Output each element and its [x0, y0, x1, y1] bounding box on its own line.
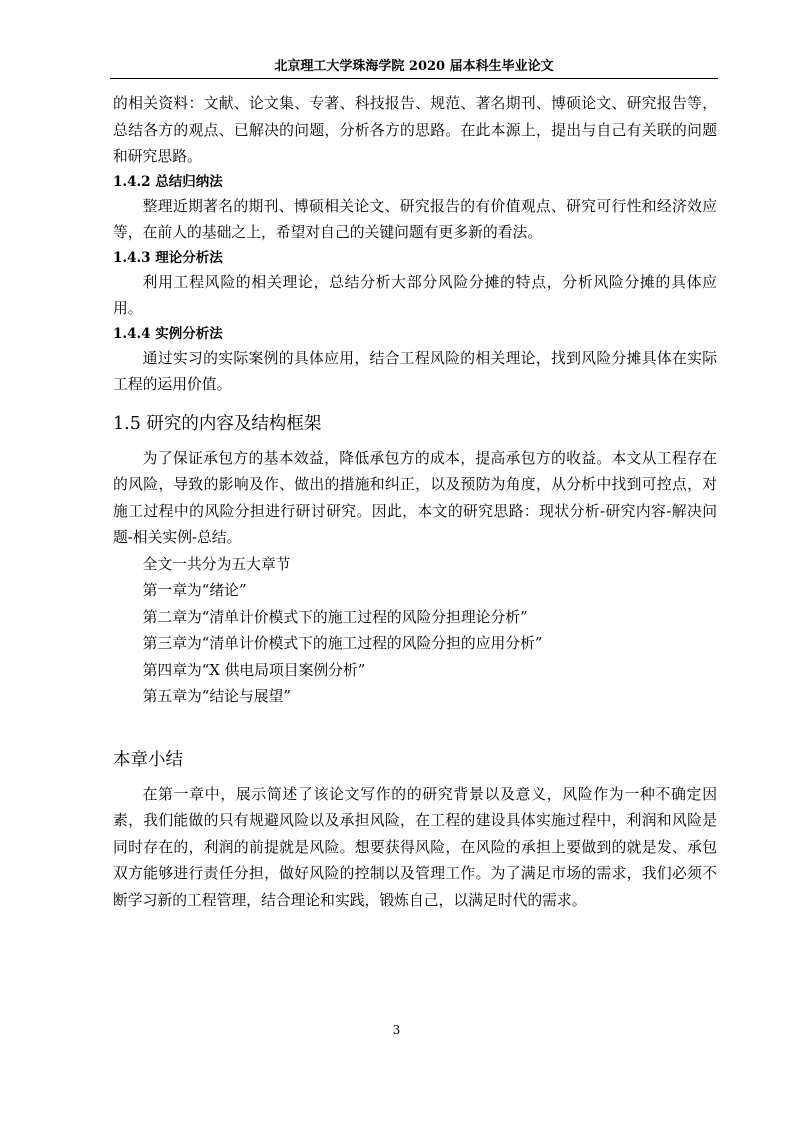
chapter-list-item-4: 第四章为“X 供电局项目案例分析” — [142, 661, 366, 679]
section-heading-1-4-2: 1.4.2 总结归纳法 — [113, 173, 223, 190]
chapter-list-item-2: 第二章为“清单计价模式下的施工过程的风险分担理论分析” — [142, 608, 528, 626]
page-number: 3 — [392, 1023, 401, 1037]
section-heading-1-5: 1.5 研究的内容及结构框架 — [113, 413, 322, 434]
section-paragraph-1-4-3: 利用工程风险的相关理论，总结分析大部分风险分摊的特点，分析风险分摊的具体应用。 — [113, 273, 717, 317]
intro-paragraph: 的相关资料：文献、论文集、专著、科技报告、规范、著名期刊、博硕论文、研究报告等，总结各方的观点、已解决的问题，分析各方的思路。在此本源上，提出与自己有关联的问题和研究思路。 — [113, 95, 717, 165]
section-paragraph-1-5: 为了保证承包方的基本效益，降低承包方的成本，提高承包方的收益。本文从工程存在的风险，导致的影响及作、做出的措施和纠正，以及预防为角度，从分析中找到可控点，对施工过程中的风险分担进行研讨研究。因此，本文的研究思路：现状分析-研究内容-解决问题-相关实例-总结。 — [113, 449, 717, 546]
header-rule — [110, 78, 718, 79]
chapter-list-item-3: 第三章为“清单计价模式下的施工过程的风险分担的应用分析” — [142, 635, 543, 652]
chapter-list-intro: 全文一共分为五大章节 — [142, 555, 291, 573]
section-heading-1-4-3: 1.4.3 理论分析法 — [113, 249, 223, 266]
section-paragraph-1-4-2: 整理近期著名的期刊、博硕相关论文、研究报告的有价值观点、研究可行性和经济效应等，在前人的基础之上，希望对自己的关键问题有更多新的看法。 — [113, 197, 717, 241]
summary-heading: 本章小结 — [113, 749, 183, 770]
section-paragraph-1-4-4: 通过实习的实际案例的具体应用，结合工程风险的相关理论，找到风险分摊具体在实际工程的运用价值。 — [113, 349, 717, 393]
running-header: 北京理工大学珠海学院 2020 届本科生毕业论文 — [274, 59, 554, 74]
chapter-list-item-1: 第一章为“绪论” — [142, 582, 247, 599]
summary-paragraph: 在第一章中，展示简述了该论文写作的的研究背景以及意义，风险作为一种不确定因素，我们能做的只有规避风险以及承担风险，在工程的建设具体实施过程中，利润和风险是同时存在的，利润的前提就是风险。想要获得风险，在风险的承担上要做到的就是发、承包双方能够进行责任分担，做好风险的控制以及管理工作。为了满足市场的需求，我们必须不断学习新的工程管理，结合理论和实践，锻炼自己，以满足时代的需求。 — [113, 785, 717, 909]
page-body — [113, 91, 717, 914]
section-heading-1-4-4: 1.4.4 实例分析法 — [113, 325, 223, 342]
chapter-list-item-5: 第五章为“结论与展望” — [142, 688, 291, 705]
